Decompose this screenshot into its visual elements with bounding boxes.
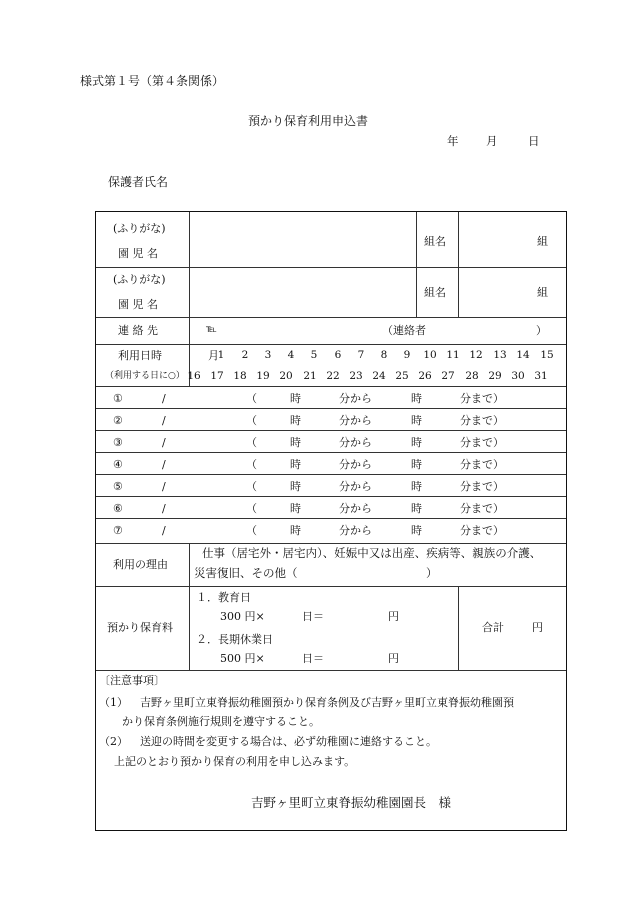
slot-number: ③ xyxy=(113,436,123,449)
fee-item-2-amount-field[interactable] xyxy=(328,648,386,666)
usage-day-28[interactable]: 28 xyxy=(465,370,479,382)
slot-open-paren: （ xyxy=(246,480,257,493)
slot-7-date-field[interactable] xyxy=(136,521,236,541)
slot-number: ① xyxy=(113,392,123,405)
slot-open-paren: （ xyxy=(246,502,257,515)
row-divider xyxy=(96,543,566,544)
slot-end-minute-unit: 分まで） xyxy=(460,392,504,405)
note-1-number: （1） xyxy=(99,696,128,709)
slot-start-minute-unit: 分から xyxy=(339,524,372,537)
child2-class-suffix: 組 xyxy=(537,286,548,299)
slot-4-date-field[interactable] xyxy=(136,455,236,475)
slot-start-minute-unit: 分から xyxy=(339,480,372,493)
slot-date-slash: / xyxy=(162,502,166,515)
slot-end-minute-unit: 分まで） xyxy=(460,502,504,515)
row-divider xyxy=(96,386,566,387)
usage-day-29[interactable]: 29 xyxy=(488,370,502,382)
slot-start-hour-unit: 時 xyxy=(290,480,301,493)
slot-5-date-field[interactable] xyxy=(136,477,236,497)
fee-item-2-calc: 500 円× xyxy=(220,652,265,665)
child2-name-label: 園 児 名 xyxy=(118,298,158,311)
slot-date-slash: / xyxy=(162,414,166,427)
slot-end-hour-unit: 時 xyxy=(411,502,422,515)
usage-day-20[interactable]: 20 xyxy=(279,370,293,382)
usage-day-14[interactable]: 14 xyxy=(516,349,530,361)
usage-day-2[interactable]: 2 xyxy=(241,349,249,361)
document-title: 預かり保育利用申込書 xyxy=(248,114,369,128)
usage-month-label: 月 xyxy=(208,349,219,362)
child1-name-field[interactable] xyxy=(190,213,415,266)
slot-2-date-field[interactable] xyxy=(136,411,236,431)
usage-day-19[interactable]: 19 xyxy=(256,370,270,382)
slot-start-minute-unit: 分から xyxy=(339,458,372,471)
fee-item-2-days-field[interactable] xyxy=(262,648,302,666)
fee-item-1-calc: 300 円× xyxy=(220,610,265,623)
usage-day-25[interactable]: 25 xyxy=(395,370,409,382)
slot-date-slash: / xyxy=(162,458,166,471)
usage-day-4[interactable]: 4 xyxy=(287,349,295,361)
slot-open-paren: （ xyxy=(246,458,257,471)
child2-name-field[interactable] xyxy=(190,268,415,316)
fee-item-1-days-field[interactable] xyxy=(262,606,302,624)
reason-line-2: 災害復旧、その他（ xyxy=(194,566,298,580)
slot-number: ⑥ xyxy=(113,502,123,515)
addressee: 吉野ヶ里町立東脊振幼稚園園長 様 xyxy=(251,795,452,810)
reason-label: 利用の理由 xyxy=(113,558,168,571)
slot-start-minute-unit: 分から xyxy=(339,436,372,449)
child2-class-label: 組名 xyxy=(424,286,446,299)
guardian-name-label: 保護者氏名 xyxy=(108,175,169,189)
reason-other-field[interactable] xyxy=(304,564,424,584)
usage-day-16[interactable]: 16 xyxy=(187,370,201,382)
slot-end-hour-unit: 時 xyxy=(411,458,422,471)
fee-label: 預かり保育料 xyxy=(107,621,173,634)
usage-day-31[interactable]: 31 xyxy=(534,370,548,382)
slot-end-minute-unit: 分まで） xyxy=(460,436,504,449)
usage-day-22[interactable]: 22 xyxy=(326,370,340,382)
application-statement: 上記のとおり預かり保育の利用を申し込みます。 xyxy=(114,755,356,768)
usage-day-10[interactable]: 10 xyxy=(423,349,437,361)
slot-end-minute-unit: 分まで） xyxy=(460,458,504,471)
slot-end-hour-unit: 時 xyxy=(411,436,422,449)
slot-date-slash: / xyxy=(162,392,166,405)
date-day-label: 日 xyxy=(528,134,540,148)
note-1-line-2: かり保育条例施行規則を遵守すること。 xyxy=(122,715,320,728)
contact-label: 連 絡 先 xyxy=(118,324,158,337)
usage-day-12[interactable]: 12 xyxy=(469,349,483,361)
label-column-divider xyxy=(189,543,190,670)
reason-line-1: 仕事（居宅外・居宅内）、妊娠中又は出産、疾病等、親族の介護、 xyxy=(202,546,542,560)
slot-end-hour-unit: 時 xyxy=(411,524,422,537)
contact-person-open: （連絡者 xyxy=(382,324,426,337)
usage-day-9[interactable]: 9 xyxy=(403,349,411,361)
slot-open-paren: （ xyxy=(246,436,257,449)
usage-day-21[interactable]: 21 xyxy=(303,370,317,382)
slot-3-time-field[interactable] xyxy=(256,433,506,453)
slot-number: ② xyxy=(113,414,123,427)
telephone-icon: ℡ xyxy=(206,324,217,335)
note-2-number: （2） xyxy=(99,735,128,748)
child1-name-label: 園 児 名 xyxy=(118,247,158,260)
date-year-label: 年 xyxy=(447,134,459,148)
usage-day-7[interactable]: 7 xyxy=(357,349,365,361)
slot-number: ⑦ xyxy=(113,524,123,537)
slot-number: ④ xyxy=(113,458,123,471)
slot-5-time-field[interactable] xyxy=(256,477,506,497)
slot-start-hour-unit: 時 xyxy=(290,436,301,449)
slot-start-hour-unit: 時 xyxy=(290,458,301,471)
slot-6-date-field[interactable] xyxy=(136,499,236,519)
usage-day-1[interactable]: 1 xyxy=(217,349,225,361)
slot-start-minute-unit: 分から xyxy=(339,392,372,405)
slot-date-slash: / xyxy=(162,480,166,493)
usage-day-30[interactable]: 30 xyxy=(511,370,525,382)
slot-number: ⑤ xyxy=(113,480,123,493)
fee-item-1-yen: 円 xyxy=(388,610,399,623)
reason-close-paren: ） xyxy=(426,566,438,580)
slot-1-time-field[interactable] xyxy=(256,389,506,409)
slot-start-minute-unit: 分から xyxy=(339,414,372,427)
child1-class-field[interactable] xyxy=(459,213,534,266)
notes-header: 〔注意事項〕 xyxy=(99,674,165,687)
slot-4-time-field[interactable] xyxy=(256,455,506,475)
fee-item-1-amount-field[interactable] xyxy=(328,606,386,624)
fee-total-yen: 円 xyxy=(532,621,543,634)
note-2-line-1: 送迎の時間を変更する場合は、必ず幼稚園に連絡すること。 xyxy=(140,735,437,748)
child2-furigana-label: (ふりがな) xyxy=(113,273,166,286)
slot-open-paren: （ xyxy=(246,524,257,537)
slot-date-slash: / xyxy=(162,436,166,449)
usage-day-3[interactable]: 3 xyxy=(264,349,272,361)
usage-day-6[interactable]: 6 xyxy=(334,349,342,361)
slot-date-slash: / xyxy=(162,524,166,537)
usage-day-18[interactable]: 18 xyxy=(233,370,247,382)
fee-item-1: １．教育日 xyxy=(196,591,251,604)
child1-class-suffix: 組 xyxy=(537,235,548,248)
slot-end-hour-unit: 時 xyxy=(411,480,422,493)
slot-open-paren: （ xyxy=(246,392,257,405)
slot-start-hour-unit: 時 xyxy=(290,414,301,427)
usage-day-23[interactable]: 23 xyxy=(349,370,363,382)
slot-end-minute-unit: 分まで） xyxy=(460,480,504,493)
fee-item-2-yen: 円 xyxy=(388,652,399,665)
form-number: 様式第１号（第４条関係） xyxy=(80,74,225,88)
slot-open-paren: （ xyxy=(246,414,257,427)
total-column-divider xyxy=(458,586,459,670)
usage-day-13[interactable]: 13 xyxy=(493,349,507,361)
child1-furigana-label: (ふりがな) xyxy=(113,222,166,235)
usage-day-15[interactable]: 15 xyxy=(540,349,554,361)
usage-dates-sublabel: （利用する日に○） xyxy=(105,371,185,381)
row-divider xyxy=(96,670,566,671)
slot-end-hour-unit: 時 xyxy=(411,392,422,405)
child1-class-label: 組名 xyxy=(424,235,446,248)
fee-total-label: 合計 xyxy=(482,621,504,634)
usage-day-11[interactable]: 11 xyxy=(446,349,460,361)
class-column-divider xyxy=(416,212,417,317)
fee-item-2: ２．長期休業日 xyxy=(196,633,273,646)
note-1-line-1: 吉野ヶ里町立東脊振幼稚園預かり保育条例及び吉野ヶ里町立東脊振幼稚園預 xyxy=(140,696,514,709)
slot-end-hour-unit: 時 xyxy=(411,414,422,427)
slot-end-minute-unit: 分まで） xyxy=(460,524,504,537)
row-divider xyxy=(96,344,566,345)
usage-day-24[interactable]: 24 xyxy=(372,370,386,382)
date-month-label: 月 xyxy=(486,134,498,148)
slot-7-time-field[interactable] xyxy=(256,521,506,541)
usage-day-17[interactable]: 17 xyxy=(210,370,224,382)
telephone-field[interactable] xyxy=(221,318,381,343)
slot-start-minute-unit: 分から xyxy=(339,502,372,515)
contact-person-close: ） xyxy=(536,324,547,337)
slot-6-time-field[interactable] xyxy=(256,499,506,519)
usage-dates-label: 利用日時 xyxy=(118,349,162,362)
usage-day-27[interactable]: 27 xyxy=(441,370,455,382)
child2-class-field[interactable] xyxy=(459,268,534,316)
usage-day-8[interactable]: 8 xyxy=(380,349,388,361)
slot-2-time-field[interactable] xyxy=(256,411,506,431)
slot-start-hour-unit: 時 xyxy=(290,502,301,515)
slot-1-date-field[interactable] xyxy=(136,389,236,409)
row-divider xyxy=(96,586,566,587)
usage-day-5[interactable]: 5 xyxy=(310,349,318,361)
usage-day-26[interactable]: 26 xyxy=(418,370,432,382)
fee-item-2-day-unit: 日＝ xyxy=(302,652,324,665)
slot-3-date-field[interactable] xyxy=(136,433,236,453)
contact-person-field[interactable] xyxy=(430,318,534,343)
application-form-table xyxy=(95,211,567,831)
slot-end-minute-unit: 分まで） xyxy=(460,414,504,427)
slot-start-hour-unit: 時 xyxy=(290,524,301,537)
slot-start-hour-unit: 時 xyxy=(290,392,301,405)
fee-item-1-day-unit: 日＝ xyxy=(302,610,324,623)
